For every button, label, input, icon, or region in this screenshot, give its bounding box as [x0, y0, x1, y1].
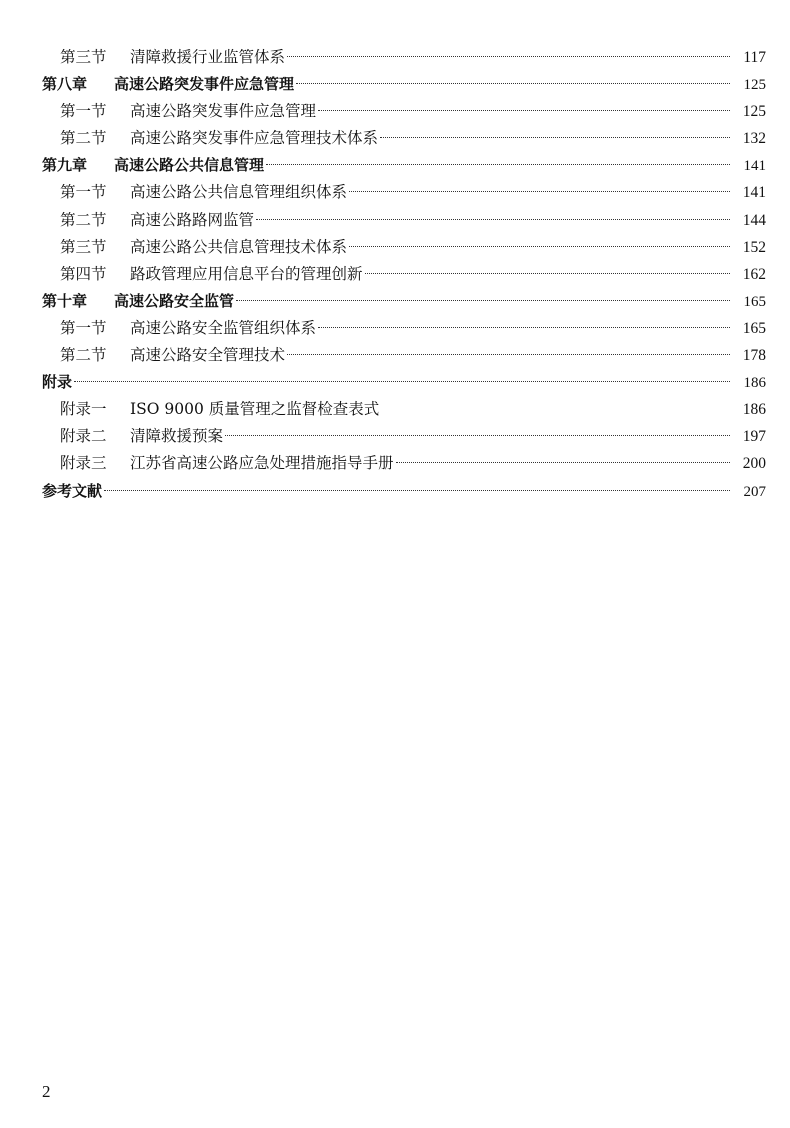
toc-entry-title: 高速公路突发事件应急管理: [114, 75, 295, 94]
dot-leader: [296, 83, 730, 84]
toc-entry-number: 第二节: [60, 129, 107, 148]
toc-entry-title: ISO 9000 质量管理之监督检查表式: [130, 400, 380, 419]
toc-section-entry: [42, 98, 766, 125]
toc-entry-number: 第十章: [42, 291, 88, 310]
toc-entry-title: 清障救援预案: [130, 427, 224, 446]
toc-section-entry: [42, 234, 766, 261]
toc-entry-page: 162: [742, 265, 766, 283]
toc-entry-number: 第九章: [42, 156, 88, 175]
toc-entry-page: 186: [742, 401, 766, 419]
toc-section-entry: [42, 342, 766, 369]
dot-leader: [266, 164, 730, 165]
toc-chapter-entry: [42, 478, 766, 505]
toc-entry-number: 第二节: [60, 210, 107, 229]
toc-entry-number: 第一节: [60, 318, 107, 337]
toc-entry-page: 125: [742, 103, 766, 121]
dot-leader: [318, 327, 730, 328]
dot-leader: [349, 246, 730, 247]
dot-leader: [380, 137, 730, 138]
toc-entry-title: 高速公路突发事件应急管理: [130, 102, 317, 121]
dot-leader: [236, 300, 730, 301]
toc-entry-page: 178: [742, 347, 766, 365]
toc-entry-page: 200: [742, 455, 766, 473]
toc-entry-number: 第三节: [60, 48, 107, 66]
toc-entry-number: 附录三: [60, 454, 107, 473]
toc-chapter-entry: [42, 152, 766, 179]
dot-leader: [349, 191, 730, 192]
toc-entry-title: 江苏省高速公路应急处理措施指导手册: [130, 454, 394, 473]
toc-section-entry: [42, 179, 766, 206]
toc-entry-page: 165: [742, 319, 766, 337]
toc-entry-page: 117: [743, 49, 766, 66]
dot-leader: [287, 56, 730, 57]
toc-entry-title: 路政管理应用信息平台的管理创新: [130, 264, 363, 283]
toc-section-entry: [42, 423, 766, 450]
page-number: 2: [42, 1082, 51, 1101]
dot-leader: [74, 381, 730, 382]
toc-entry-page: 144: [742, 211, 766, 229]
dot-leader: [287, 354, 730, 355]
toc-entry-number: 附录一: [60, 400, 107, 419]
dot-leader: [365, 273, 730, 274]
toc-entry-number: 第四节: [60, 264, 107, 283]
toc-entry-page: 132: [742, 130, 766, 148]
toc-entry-number: 附录二: [60, 427, 107, 446]
toc-entry-page: 197: [742, 428, 766, 446]
toc-entry-number: 第一节: [60, 102, 107, 121]
toc-entry-title: 高速公路安全监管组织体系: [130, 318, 317, 337]
toc-section-entry: [42, 261, 766, 288]
toc-entry-number: 第二节: [60, 346, 107, 365]
toc-entry-title: 高速公路公共信息管理组织体系: [130, 183, 348, 202]
toc-entry-title: 高速公路突发事件应急管理技术体系: [130, 129, 379, 148]
toc-chapter-entry: [42, 71, 766, 98]
toc-entry-page: 152: [742, 238, 766, 256]
toc-chapter-entry: [42, 288, 766, 315]
toc-entry-title: 清障救援行业监管体系: [130, 48, 286, 66]
toc-entry-title: 高速公路公共信息管理: [114, 156, 265, 175]
toc-section-entry: [42, 396, 766, 423]
toc-section-entry: [42, 125, 766, 152]
toc-entry-title: 高速公路安全监管: [114, 291, 235, 310]
toc-entry-page: 186: [743, 375, 766, 392]
toc-entry-title: 高速公路公共信息管理技术体系: [130, 237, 348, 256]
toc-section-entry: [42, 315, 766, 342]
toc-entry-title: 高速公路路网监管: [130, 210, 255, 229]
toc-entry-number: 第八章: [42, 75, 88, 94]
toc-entry-page: 165: [743, 293, 766, 310]
dot-leader: [318, 110, 730, 111]
toc-section-entry: [42, 44, 766, 71]
toc-entry-title: 高速公路安全管理技术: [130, 346, 286, 365]
toc-entry-page: 207: [743, 483, 766, 500]
toc-entry-page: 141: [742, 184, 766, 202]
toc-section-entry: [42, 450, 766, 477]
dot-leader: [104, 490, 730, 491]
toc-chapter-entry: [42, 369, 766, 396]
dot-leader: [225, 435, 730, 436]
toc-entry-number: 第三节: [60, 237, 107, 256]
dot-leader: [256, 219, 730, 220]
toc-entry-title: 参考文献: [42, 481, 103, 500]
toc-entry-page: 125: [743, 77, 766, 94]
toc-section-entry: [42, 207, 766, 234]
toc-entry-number: 第一节: [60, 183, 107, 202]
toc-entry-title: 附录: [42, 373, 73, 392]
dot-leader: [396, 462, 730, 463]
table-of-contents: [42, 44, 766, 505]
toc-entry-page: 141: [743, 158, 766, 175]
